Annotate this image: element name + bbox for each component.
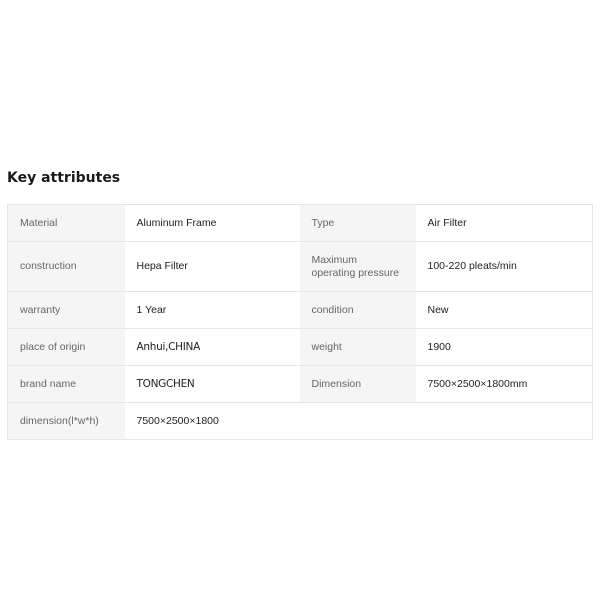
attribute-label: Dimension <box>300 366 416 403</box>
attribute-label: construction <box>8 242 125 292</box>
attribute-value: TONGCHEN <box>125 366 300 403</box>
attribute-value: Anhui,CHINA <box>125 329 300 366</box>
table-row <box>8 292 593 329</box>
attribute-value: 100-220 pleats/min <box>416 242 593 292</box>
attribute-label: brand name <box>8 366 125 403</box>
attribute-value: New <box>416 292 593 329</box>
attribute-value: Air Filter <box>416 205 593 242</box>
empty-cell <box>416 403 593 440</box>
attribute-label: Type <box>300 205 416 242</box>
attribute-label: dimension(l*w*h) <box>8 403 125 440</box>
table-row <box>8 329 593 366</box>
attribute-value: 7500×2500×1800 <box>125 403 300 440</box>
attribute-label: condition <box>300 292 416 329</box>
attribute-label: place of origin <box>8 329 125 366</box>
attribute-label: Maximum operating pressure <box>300 242 416 292</box>
section-title: Key attributes <box>7 170 121 186</box>
table-row <box>8 403 593 440</box>
key-attributes-section <box>7 168 592 440</box>
empty-cell <box>300 403 416 440</box>
attribute-value: Aluminum Frame <box>125 205 300 242</box>
table-row <box>8 366 593 403</box>
attribute-value: 1900 <box>416 329 593 366</box>
table-row <box>8 205 593 242</box>
attribute-label: weight <box>300 329 416 366</box>
attribute-label: Material <box>8 205 125 242</box>
attribute-label: warranty <box>8 292 125 329</box>
table-row <box>8 242 593 292</box>
attribute-value: 1 Year <box>125 292 300 329</box>
attribute-value: Hepa Filter <box>125 242 300 292</box>
attribute-value: 7500×2500×1800mm <box>416 366 593 403</box>
attributes-table <box>7 204 593 440</box>
